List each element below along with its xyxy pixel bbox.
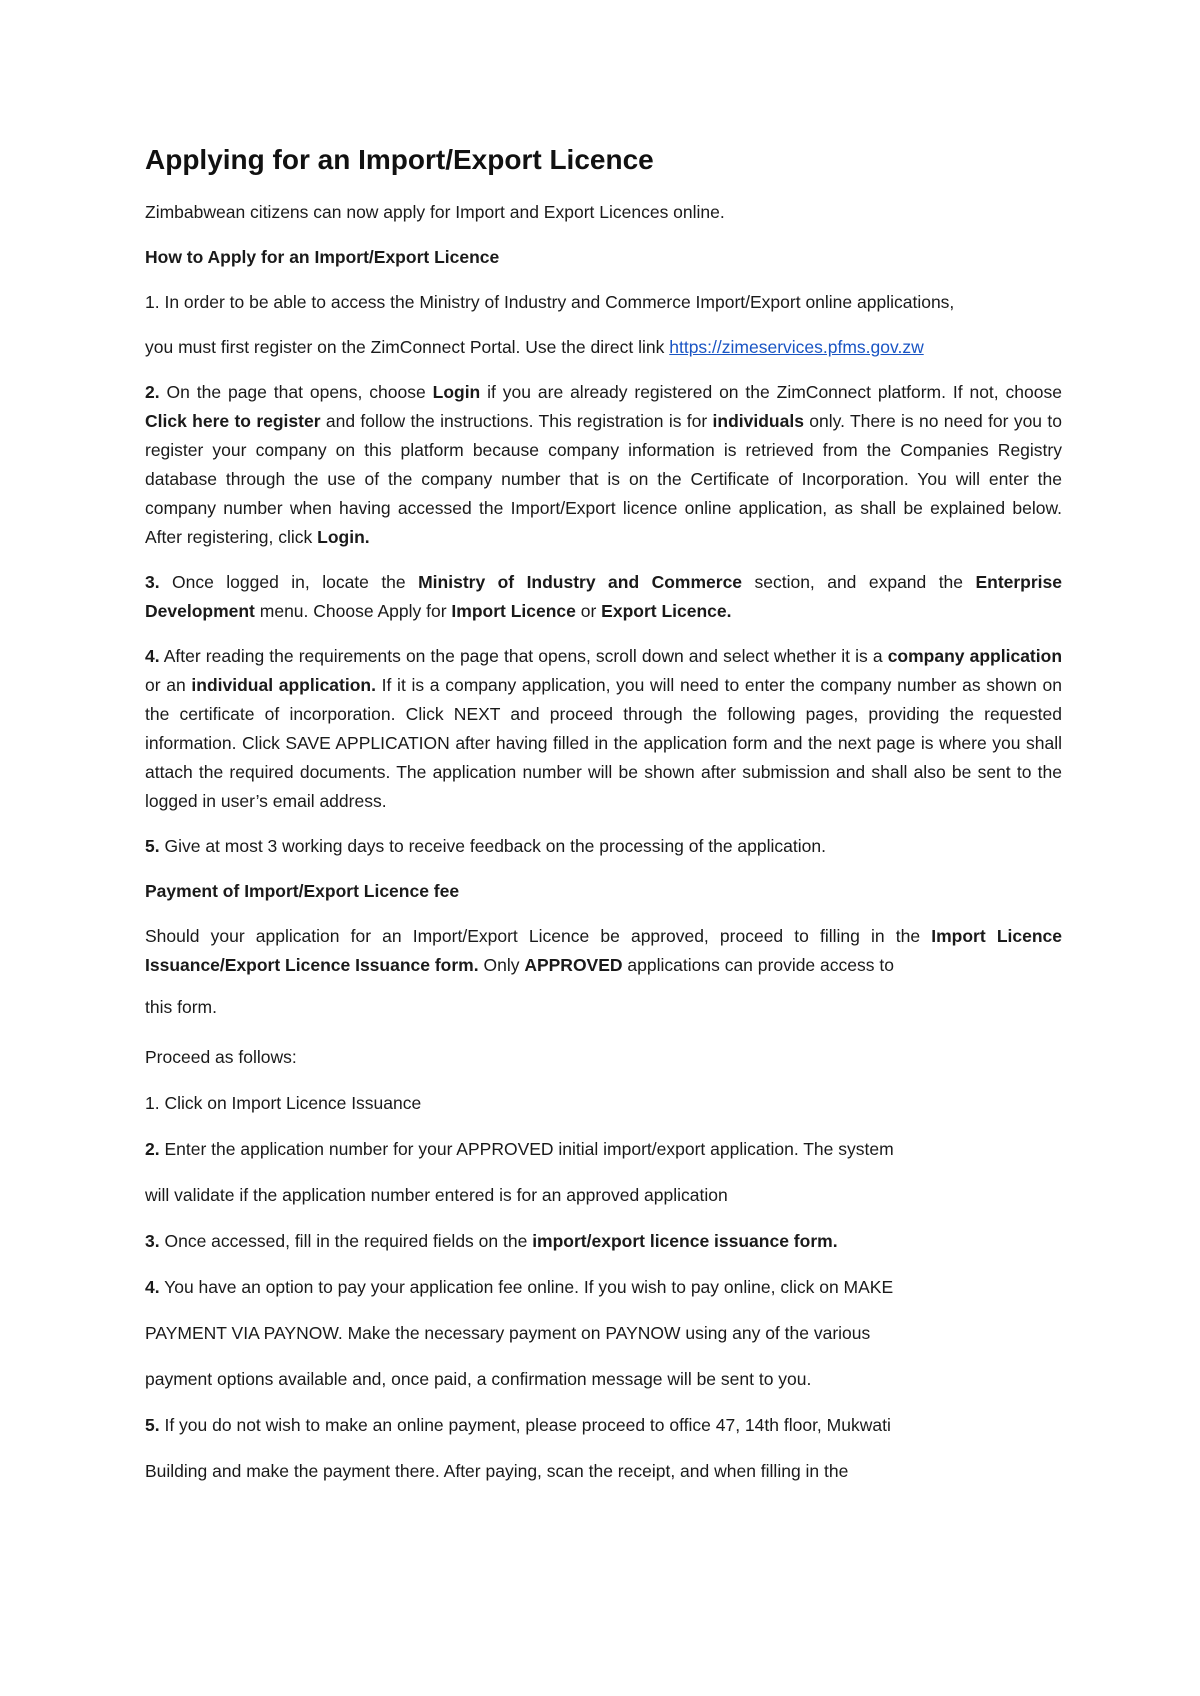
pay-step-5: 5. If you do not wish to make an online payment, please proceed to office 47, 14th floor, Mukwati — [145, 1415, 891, 1435]
step-1-link-line: you must first register on the ZimConnect Portal. Use the direct link https://zimeservices.pfms.gov.zw — [145, 337, 924, 357]
pay-step-1: 1. Click on Import Licence Issuance — [145, 1093, 422, 1113]
pay-step-2-line2: will validate if the application number entered is for an approved application — [145, 1185, 728, 1205]
pay-step-4: 4. You have an option to pay your application fee online. If you wish to pay online, click on MAKE — [145, 1277, 894, 1297]
payment-paragraph-line2: this form. — [145, 997, 217, 1017]
pay-step-5-line2: Building and make the payment there. After paying, scan the receipt, and when filling in the — [145, 1461, 849, 1481]
payment-heading: Payment of Import/Export Licence fee — [145, 881, 460, 901]
intro-paragraph: Zimbabwean citizens can now apply for Import and Export Licences online. — [145, 202, 725, 222]
how-to-heading: How to Apply for an Import/Export Licence — [145, 247, 500, 267]
step-3: 3. Once logged in, locate the Ministry of Industry and Commerce section, and expand the Enterprise Development menu. Choose Apply for Import Licence or Export Licence. — [145, 572, 1063, 621]
payment-paragraph: Should your application for an Import/Export Licence be approved, proceed to filling in the Import Licence Issuance/Export Licence Issuance form. Only APPROVED applications can provide access to — [145, 926, 1062, 975]
step-2: 2. On the page that opens, choose Login if you are already registered on the ZimConnect platform. If not, choose Click here to register and follow the instructions. This registration is for individuals only. There is no need for you to register your company on this platform because company information is retrieved from the Companies Registry database through the use of the company number that is on the Certificate of Incorporation. You will enter the company number when having accessed the Import/Export licence online application, as shall be explained below. After registering, click Login. — [145, 382, 1062, 547]
document-page — [145, 140, 1062, 1494]
step-5: 5. Give at most 3 working days to receive feedback on the processing of the application. — [145, 836, 826, 856]
pay-step-4-line2: PAYMENT VIA PAYNOW. Make the necessary payment on PAYNOW using any of the various — [145, 1323, 871, 1343]
zimconnect-portal-link[interactable]: https://zimeservices.pfms.gov.zw — [669, 337, 924, 357]
pay-step-2: 2. Enter the application number for your APPROVED initial import/export application. The system — [145, 1139, 894, 1159]
step-4: 4. After reading the requirements on the page that opens, scroll down and select whether it is a company application or an individual application. If it is a company application, you will need to enter the company number as shown on the certificate of incorporation. Click NEXT and proceed through the following pages, providing the requested information. Click SAVE APPLICATION after having filled in the application form and the next page is where you shall attach the required documents. The application number will be shown after submission and shall also be sent to the logged in user’s email address. — [145, 646, 1063, 811]
step-1: 1. In order to be able to access the Ministry of Industry and Commerce Import/Export online applications, — [145, 292, 955, 312]
page-title: Applying for an Import/Export Licence — [145, 144, 654, 175]
pay-step-3: 3. Once accessed, fill in the required fields on the import/export licence issuance form. — [145, 1231, 838, 1251]
pay-step-4-line3: payment options available and, once paid, a confirmation message will be sent to you. — [145, 1369, 812, 1389]
proceed-label: Proceed as follows: — [145, 1047, 297, 1067]
